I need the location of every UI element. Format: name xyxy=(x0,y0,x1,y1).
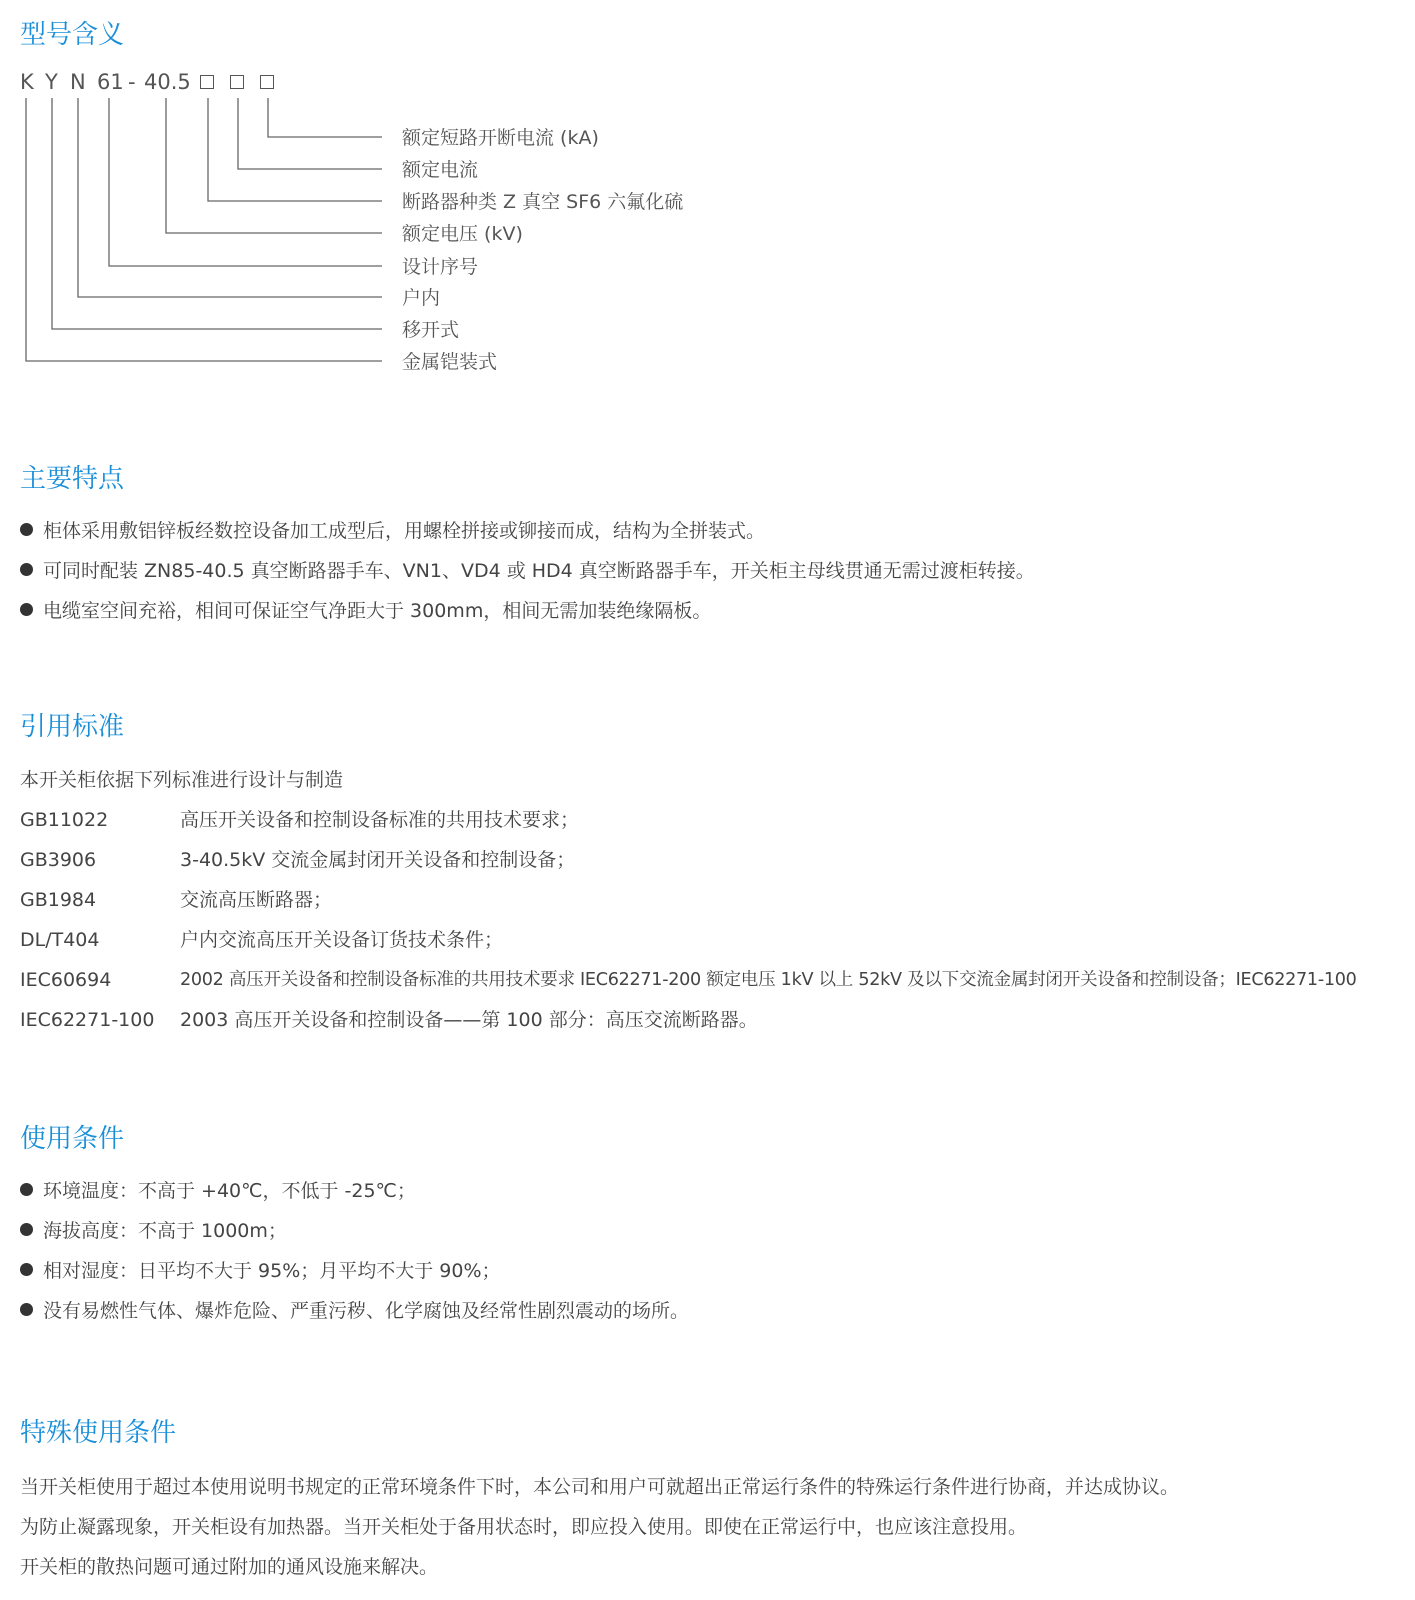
condition-text: 相对湿度：日平均不大于 95%；月平均不大于 90%； xyxy=(43,1260,501,1282)
feature-text: 可同时配装 ZN85-40.5 真空断路器手车、VN1、VD4 或 HD4 真空断路器手车，开关柜主母线贯通无需过渡柜转接。 xyxy=(43,560,1035,582)
standard-desc: 户内交流高压开关设备订货技术条件； xyxy=(180,929,504,951)
condition-text: 没有易燃性气体、爆炸危险、严重污秽、化学腐蚀及经常性剧烈震动的场所。 xyxy=(43,1300,690,1322)
code-char-voltage: 40.5 xyxy=(144,70,191,94)
code-char-dash: - xyxy=(128,70,136,94)
list-item xyxy=(20,1178,416,1204)
leader-line-6 xyxy=(78,98,382,297)
list-item xyxy=(20,1298,689,1324)
section-title-model-meaning: 型号含义 xyxy=(20,20,125,50)
standard-code: IEC60694 xyxy=(20,969,112,991)
section-title-standards: 引用标准 xyxy=(20,712,125,742)
bullet-dot-icon xyxy=(20,603,33,616)
special-text: 开关柜的散热问题可通过附加的通风设施来解决。 xyxy=(20,1556,439,1578)
legend-label-metal-clad: 金属铠装式 xyxy=(402,351,498,373)
legend-label-withdrawable: 移开式 xyxy=(402,319,460,341)
legend-label-breaker-type: 断路器种类 Z 真空 SF6 六氟化硫 xyxy=(402,191,684,213)
feature-text: 电缆室空间充裕，相间可保证空气净距大于 300mm，相间无需加装绝缘隔板。 xyxy=(43,600,712,622)
standard-desc: 2003 高压开关设备和控制设备——第 100 部分：高压交流断路器。 xyxy=(180,1009,758,1031)
leader-line-4 xyxy=(166,98,382,233)
model-code-leader-lines xyxy=(0,0,400,380)
list-item xyxy=(20,1258,501,1284)
standard-code: IEC62271-100 xyxy=(20,1009,155,1031)
condition-text: 环境温度：不高于 +40℃，不低于 -25℃； xyxy=(43,1180,416,1202)
section-title-conditions: 使用条件 xyxy=(20,1124,125,1154)
list-item xyxy=(20,1218,287,1244)
standard-code: DL/T404 xyxy=(20,929,100,951)
standard-code: GB3906 xyxy=(20,849,97,871)
legend-label-indoor: 户内 xyxy=(402,287,441,309)
condition-text: 海拔高度：不高于 1000m； xyxy=(43,1220,287,1242)
leader-line-5 xyxy=(109,98,382,266)
standards-intro: 本开关柜依据下列标准进行设计与制造 xyxy=(20,769,344,791)
legend-label-rated-current: 额定电流 xyxy=(402,159,479,181)
bullet-dot-icon xyxy=(20,1303,33,1316)
list-item xyxy=(20,598,711,624)
legend-label-rated-voltage: 额定电压 (kV) xyxy=(402,223,523,245)
code-char-k: K xyxy=(20,70,34,94)
standard-desc: 高压开关设备和控制设备标准的共用技术要求； xyxy=(180,809,580,831)
code-char-y: Y xyxy=(45,70,58,94)
leader-line-7 xyxy=(52,98,382,329)
leader-line-3 xyxy=(208,98,382,201)
bullet-dot-icon xyxy=(20,1223,33,1236)
code-char-61: 61 xyxy=(97,70,124,94)
legend-label-breaking-current: 额定短路开断电流 (kA) xyxy=(402,127,599,149)
feature-text: 柜体采用敷铝锌板经数控设备加工成型后，用螺栓拼接或铆接而成，结构为全拼装式。 xyxy=(43,520,766,542)
standard-desc: 交流高压断路器； xyxy=(180,889,333,911)
special-text: 为防止凝露现象，开关柜设有加热器。当开关柜处于备用状态时，即应投入使用。即使在正常运行中，也应该注意投用。 xyxy=(20,1516,1028,1538)
section-title-features: 主要特点 xyxy=(20,464,125,494)
code-char-n: N xyxy=(70,70,86,94)
standard-code: GB1984 xyxy=(20,889,97,911)
legend-label-design-number: 设计序号 xyxy=(402,256,479,278)
list-item xyxy=(20,558,1035,584)
bullet-dot-icon xyxy=(20,563,33,576)
list-item xyxy=(20,518,765,544)
bullet-dot-icon xyxy=(20,523,33,536)
standard-code: GB11022 xyxy=(20,809,109,831)
section-title-special-conditions: 特殊使用条件 xyxy=(20,1418,177,1448)
leader-line-1 xyxy=(268,98,382,137)
standard-desc: 2002 高压开关设备和控制设备标准的共用技术要求 IEC62271-200 额定电压 1kV 以上 52kV 及以下交流金属封闭开关设备和控制设备；IEC62271-100 xyxy=(180,970,1357,990)
bullet-dot-icon xyxy=(20,1263,33,1276)
leader-line-2 xyxy=(238,98,382,169)
standard-desc: 3-40.5kV 交流金属封闭开关设备和控制设备； xyxy=(180,849,576,871)
special-text: 当开关柜使用于超过本使用说明书规定的正常环境条件下时，本公司和用户可就超出正常运行条件的特殊运行条件进行协商，并达成协议。 xyxy=(20,1476,1180,1498)
bullet-dot-icon xyxy=(20,1183,33,1196)
